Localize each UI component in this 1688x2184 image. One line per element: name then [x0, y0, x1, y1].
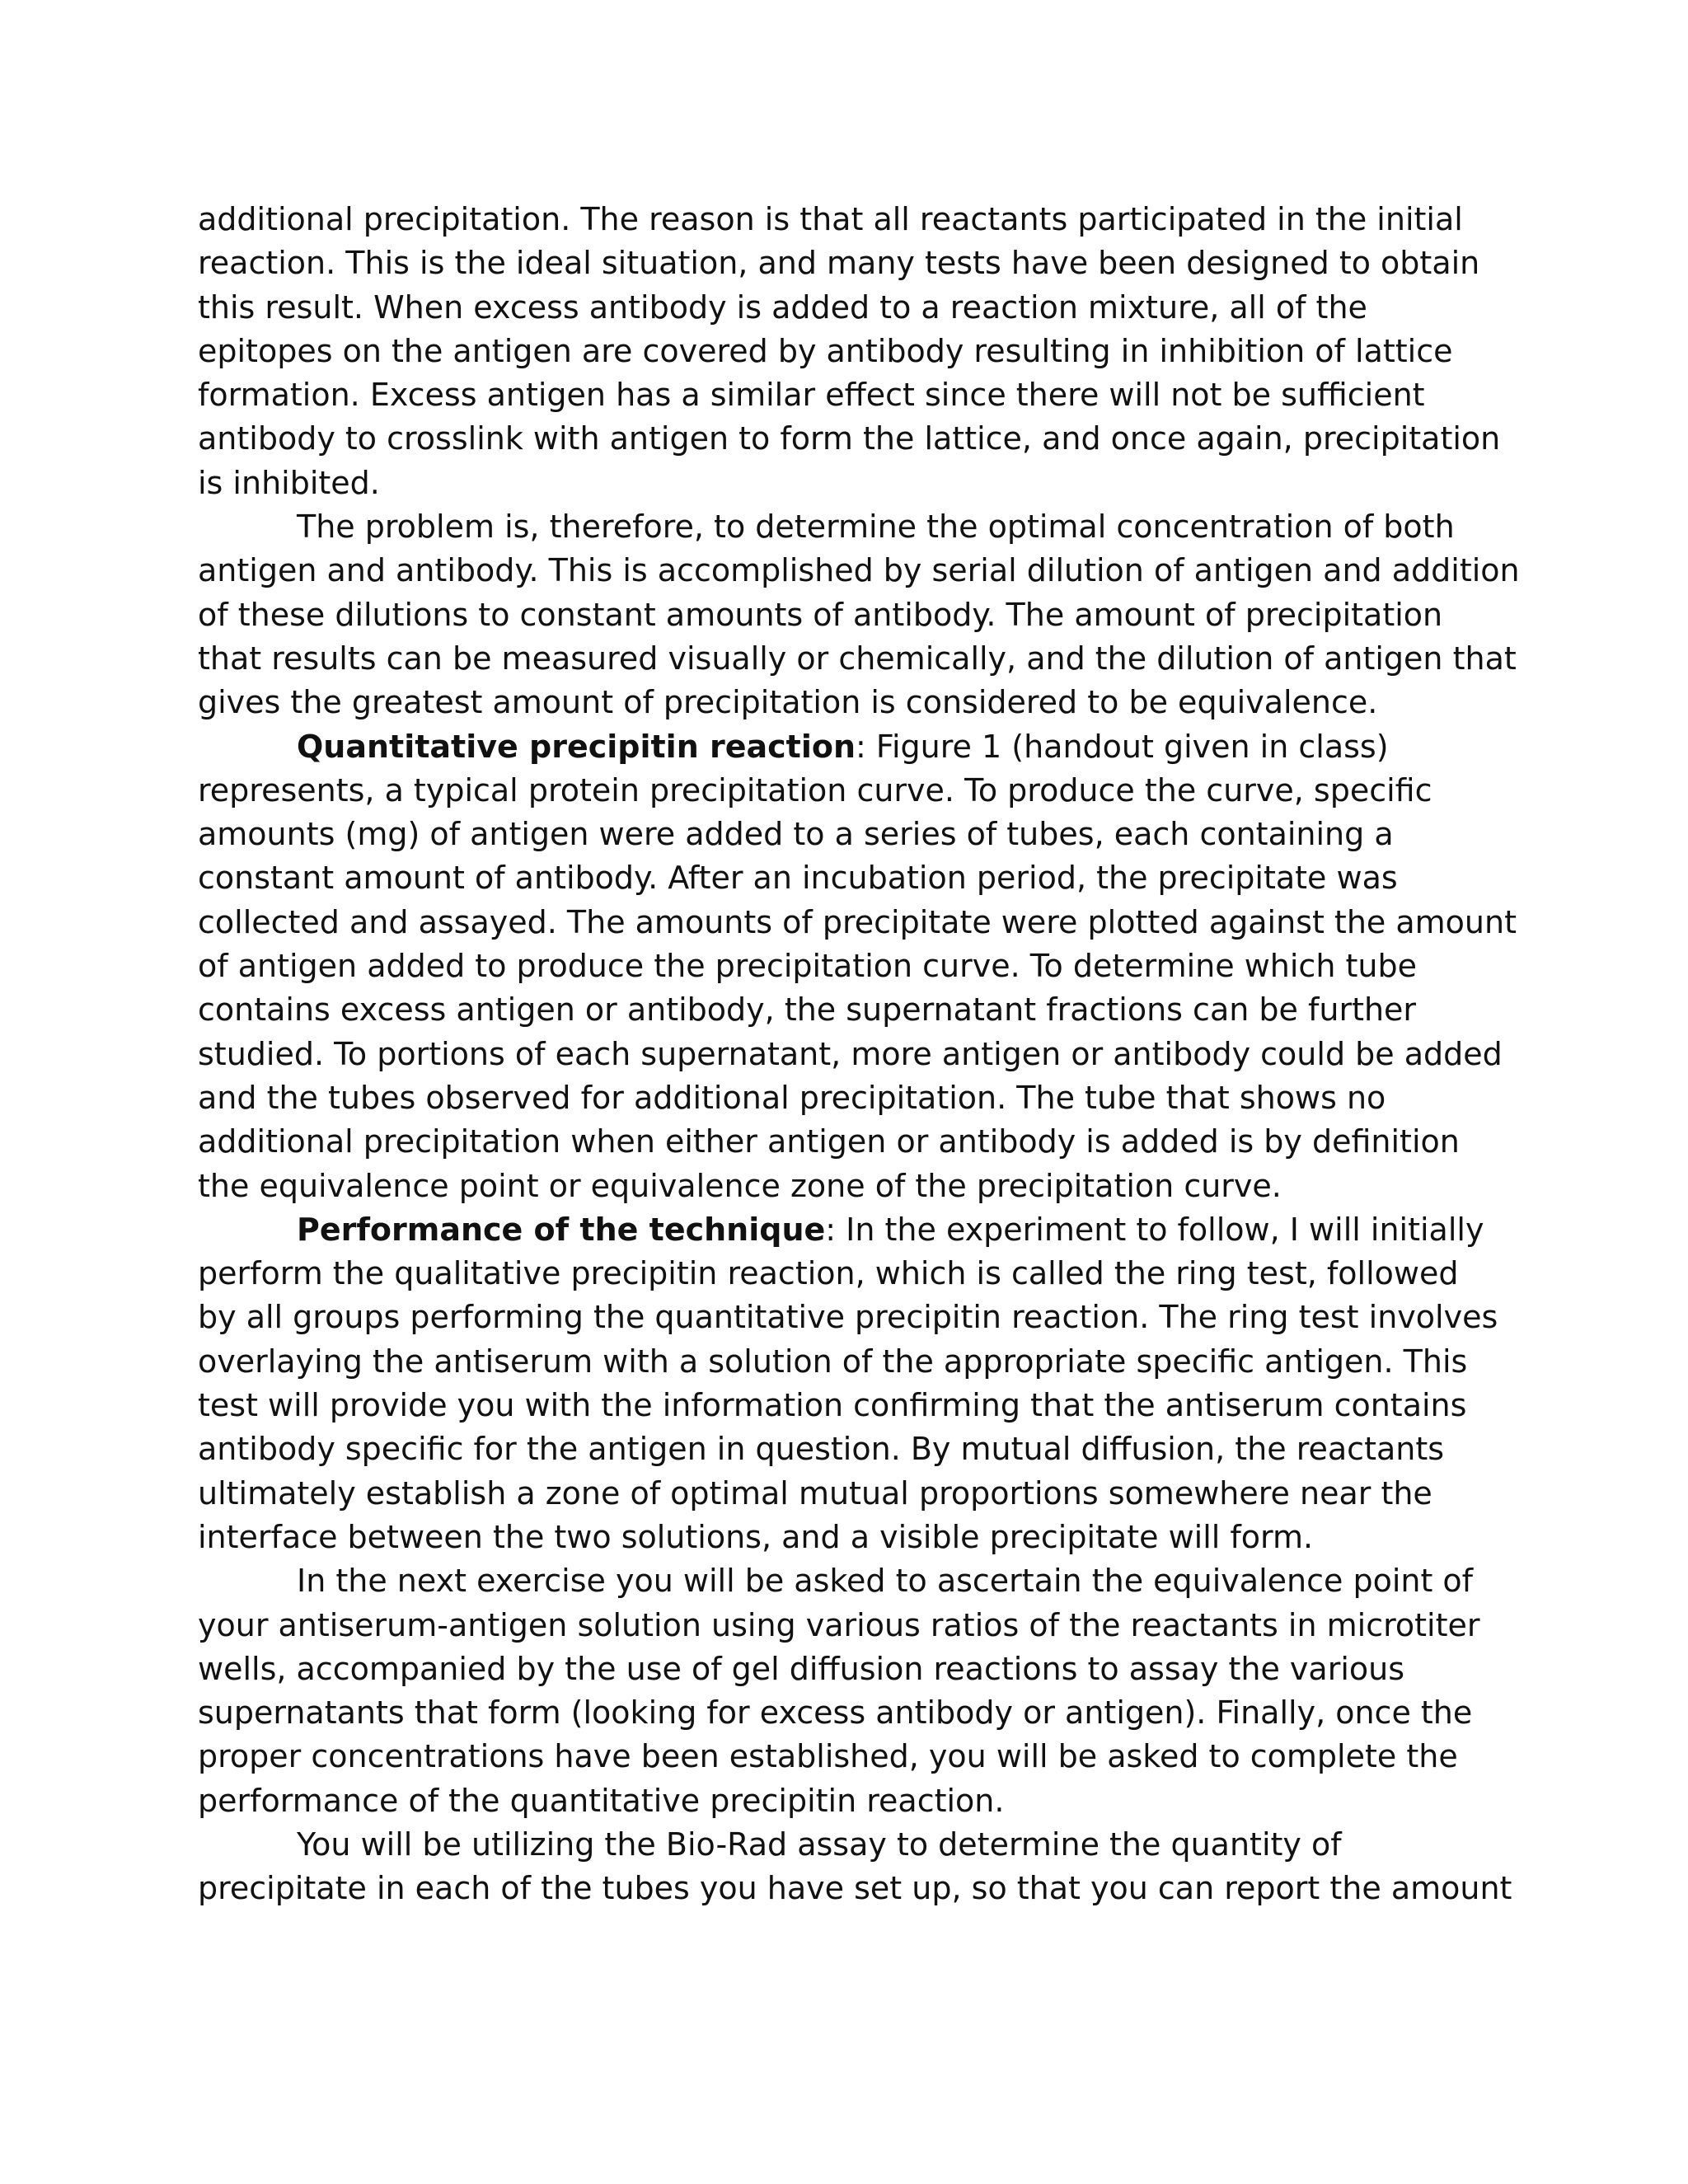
text-line: and the tubes observed for additional precipitation. The tube that shows no [198, 1079, 1386, 1116]
text-line: by all groups performing the quantitative precipitin reaction. The ring test involves [198, 1299, 1498, 1336]
text-line: is inhibited. [198, 464, 380, 501]
text-line: performance of the quantitative precipitin reaction. [198, 1782, 1005, 1819]
text-line: supernatants that form (looking for excess antibody or antigen). Finally, once the [198, 1694, 1473, 1732]
text-line: overlaying the antiserum with a solution of the appropriate specific antigen. This [198, 1343, 1468, 1380]
text-line: additional precipitation. The reason is that all reactants participated in the initial [198, 201, 1463, 237]
text-line: precipitate in each of the tubes you have set up, so that you can report the amount [198, 1870, 1512, 1907]
text-line: antibody specific for the antigen in question. By mutual diffusion, the reactants [198, 1431, 1445, 1468]
text-line: the equivalence point or equivalence zone of the precipitation curve. [198, 1167, 1282, 1204]
text-line: ultimately establish a zone of optimal mutual proportions somewhere near the [198, 1474, 1432, 1511]
text-line: contains excess antigen or antibody, the supernatant fractions can be further [198, 991, 1417, 1029]
paragraph-6 [198, 1823, 1512, 1911]
text-line: amounts (mg) of antigen were added to a series of tubes, each containing a [198, 816, 1394, 853]
text-line [198, 1208, 1500, 1252]
heading-rest: : In the experiment to follow, I will initially [825, 1211, 1484, 1248]
text-line: antibody to crosslink with antigen to form the lattice, and once again, precipitation [198, 420, 1501, 457]
text-line: of these dilutions to constant amounts of antibody. The amount of precipitation [198, 596, 1443, 633]
text-line [198, 725, 1500, 769]
text-line: your antiserum-antigen solution using various ratios of the reactants in microtiter [198, 1606, 1480, 1643]
text-line: represents, a typical protein precipitation curve. To produce the curve, specific [198, 771, 1432, 808]
text-line: You will be utilizing the Bio-Rad assay to determine the quantity of [297, 1825, 1342, 1863]
text-line: of antigen added to produce the precipitation curve. To determine which tube [198, 948, 1417, 985]
section-heading: Quantitative precipitin reaction [297, 728, 856, 765]
text-line: gives the greatest amount of precipitation is considered to be equivalence. [198, 684, 1378, 721]
text-line: wells, accompanied by the use of gel diffusion reactions to assay the various [198, 1650, 1405, 1687]
text-line: The problem is, therefore, to determine the optimal concentration of both [297, 509, 1455, 546]
text-line: perform the qualitative precipitin reaction, which is called the ring test, followed [198, 1255, 1459, 1292]
section-heading: Performance of the technique [297, 1211, 826, 1248]
text-line: reaction. This is the ideal situation, and many tests have been designed to obtain [198, 245, 1480, 282]
text-line: In the next exercise you will be asked to ascertain the equivalence point of [297, 1563, 1474, 1600]
text-line: test will provide you with the information confirming that the antiserum contains [198, 1387, 1467, 1424]
text-line: proper concentrations have been established, you will be asked to complete the [198, 1738, 1458, 1775]
text-line: antigen and antibody. This is accomplished by serial dilution of antigen and addition [198, 552, 1520, 589]
paragraph-quantitative-precipitin [198, 725, 1517, 1208]
heading-rest: : Figure 1 (handout given in class) [856, 728, 1389, 765]
text-line: collected and assayed. The amounts of precipitate were plotted against the amount [198, 903, 1517, 940]
document-page [198, 198, 1520, 1911]
text-line: studied. To portions of each supernatant, more antigen or antibody could be added [198, 1035, 1503, 1072]
text-line: this result. When excess antibody is added to a reaction mixture, all of the [198, 288, 1367, 326]
text-line: that results can be measured visually or chemically, and the dilution of antigen that [198, 640, 1517, 677]
text-line: additional precipitation when either antigen or antibody is added is by definition [198, 1123, 1460, 1160]
paragraph-performance-technique [198, 1208, 1500, 1559]
paragraph-1 [198, 198, 1500, 505]
text-line: epitopes on the antigen are covered by antibody resulting in inhibition of lattice [198, 332, 1453, 369]
paragraph-5 [198, 1559, 1500, 1823]
text-line: constant amount of antibody. After an incubation period, the precipitate was [198, 860, 1398, 897]
text-line: formation. Excess antigen has a similar effect since there will not be sufficient [198, 377, 1425, 414]
text-line: interface between the two solutions, and a visible precipitate will form. [198, 1518, 1314, 1555]
paragraph-2 [198, 505, 1520, 724]
